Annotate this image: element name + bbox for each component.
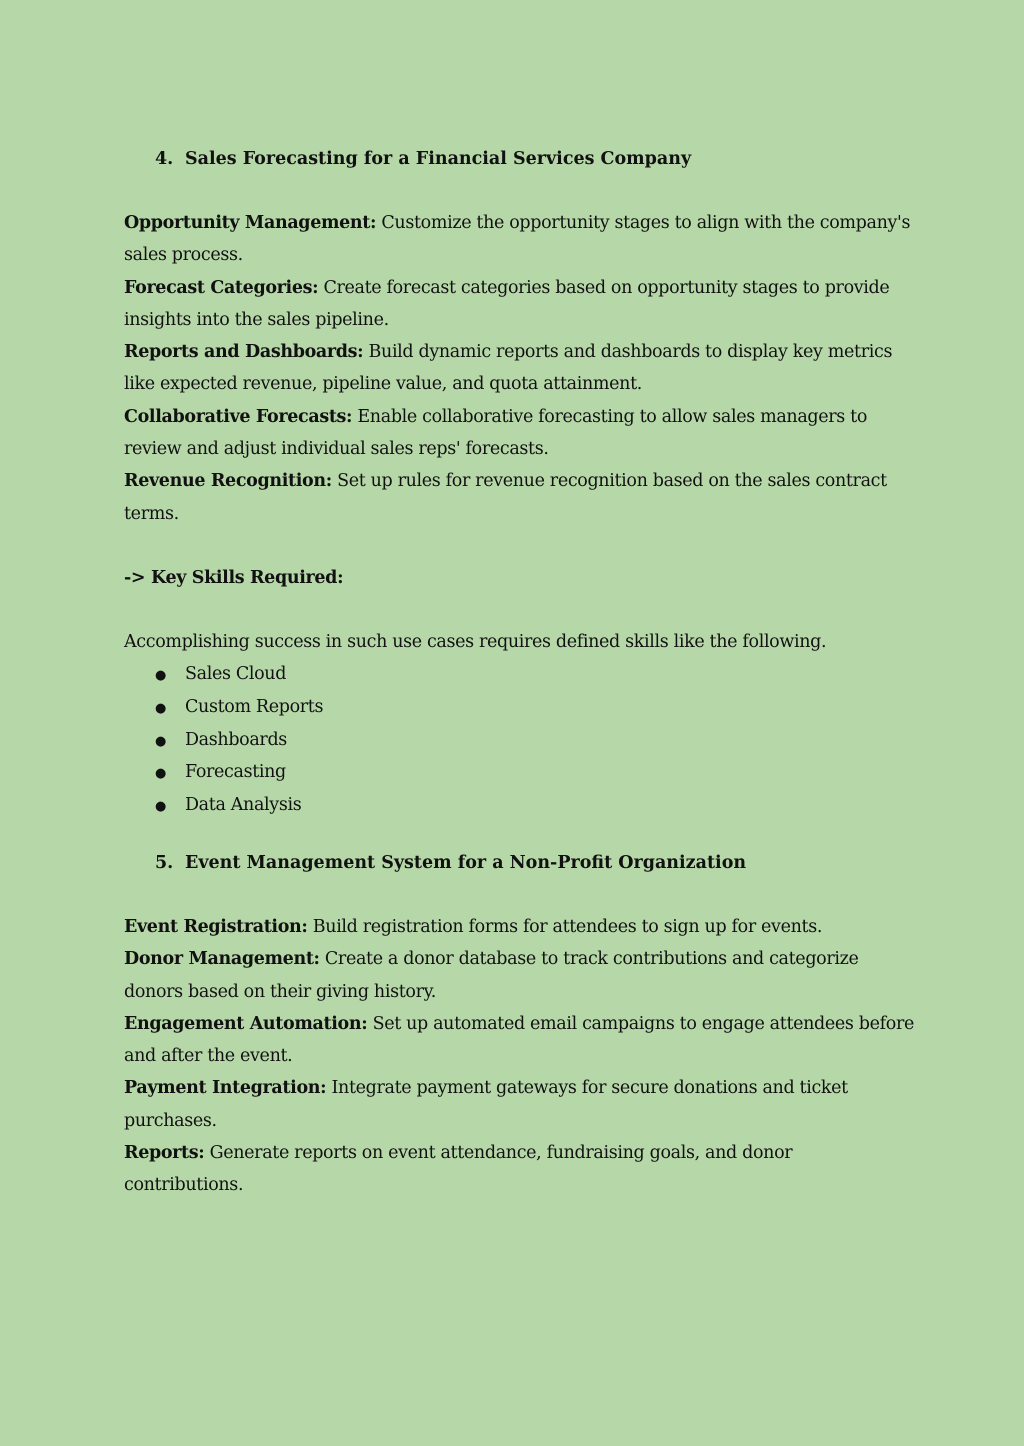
bullet-icon: ●	[155, 668, 166, 683]
item-label: Payment Integration:	[124, 1078, 327, 1099]
bullet-icon: ●	[155, 733, 166, 749]
key-skills-intro: Accomplishing success in such use cases requires defined skills like the following.	[124, 632, 827, 652]
reports-item	[124, 1137, 914, 1202]
item-text: Create a donor database to track contributions and categorize donors based on their giving history.	[124, 949, 859, 1002]
bullet-icon: ●	[155, 700, 166, 716]
item-label: Donor Management:	[124, 949, 320, 970]
engagement-automation-item	[124, 1008, 914, 1073]
section-4-heading	[155, 146, 691, 172]
item-text: Build dynamic reports and dashboards to display key metrics like expected revenue, pipeline value, and quota attainment.	[124, 342, 893, 395]
bullet-icon: ●	[155, 766, 166, 782]
item-text: Enable collaborative forecasting to allow sales managers to review and adjust individual sales reps' forecasts.	[124, 406, 867, 460]
key-skills-heading: -> Key Skills Required:	[124, 568, 344, 588]
item-text: Set up automated email campaigns to engage attendees before and after the event.	[124, 1013, 914, 1067]
item-label: Reports and Dashboards:	[124, 342, 364, 363]
item-label: Reports:	[124, 1143, 205, 1164]
section-5-heading	[155, 850, 746, 876]
collaborative-forecasts-item	[124, 401, 914, 466]
reports-and-dashboards-item	[124, 336, 914, 401]
list-item	[155, 691, 323, 724]
skill-label: Sales Cloud	[185, 664, 287, 684]
section-5-title: Event Management System for a Non-Profit Organization	[185, 853, 747, 873]
list-item	[155, 724, 323, 757]
section-4-details	[124, 207, 914, 530]
skill-label: Custom Reports	[185, 696, 324, 717]
forecast-categories-item	[124, 272, 914, 337]
bullet-icon: ●	[155, 799, 166, 815]
item-text: Generate reports on event attendance, fundraising goals, and donor contributions.	[124, 1143, 793, 1196]
item-label: Engagement Automation:	[124, 1013, 368, 1034]
item-text: Set up rules for revenue recognition based on the sales contract terms.	[124, 471, 887, 524]
list-item	[155, 658, 323, 691]
section-4-title: Sales Forecasting for a Financial Services Company	[185, 149, 692, 169]
section-4-number: 4.	[155, 149, 174, 169]
skill-label: Dashboards	[185, 729, 287, 750]
item-label: Forecast Categories:	[124, 277, 319, 298]
payment-integration-item	[124, 1072, 914, 1137]
item-label: Opportunity Management:	[124, 213, 377, 233]
skills-list	[155, 658, 323, 822]
item-text: Build registration forms for attendees to sign up for events.	[307, 917, 823, 937]
item-label: Revenue Recognition:	[124, 471, 332, 492]
item-text: Customize the opportunity stages to align with the company's sales process.	[124, 213, 911, 266]
opportunity-management-item	[124, 207, 914, 272]
list-item	[155, 789, 323, 822]
section-5-details	[124, 911, 914, 1202]
revenue-recognition-item	[124, 465, 914, 530]
skill-label: Forecasting	[185, 762, 286, 783]
skill-label: Data Analysis	[185, 795, 302, 816]
item-text: Create forecast categories based on opportunity stages to provide insights into the sales pipeline.	[124, 277, 890, 330]
item-label: Event Registration:	[124, 917, 308, 937]
event-registration-item	[124, 911, 914, 943]
item-text: Integrate payment gateways for secure donations and ticket purchases.	[124, 1078, 848, 1131]
list-item	[155, 756, 323, 789]
donor-management-item	[124, 943, 914, 1008]
item-label: Collaborative Forecasts:	[124, 406, 353, 427]
section-5-number: 5.	[155, 853, 174, 873]
